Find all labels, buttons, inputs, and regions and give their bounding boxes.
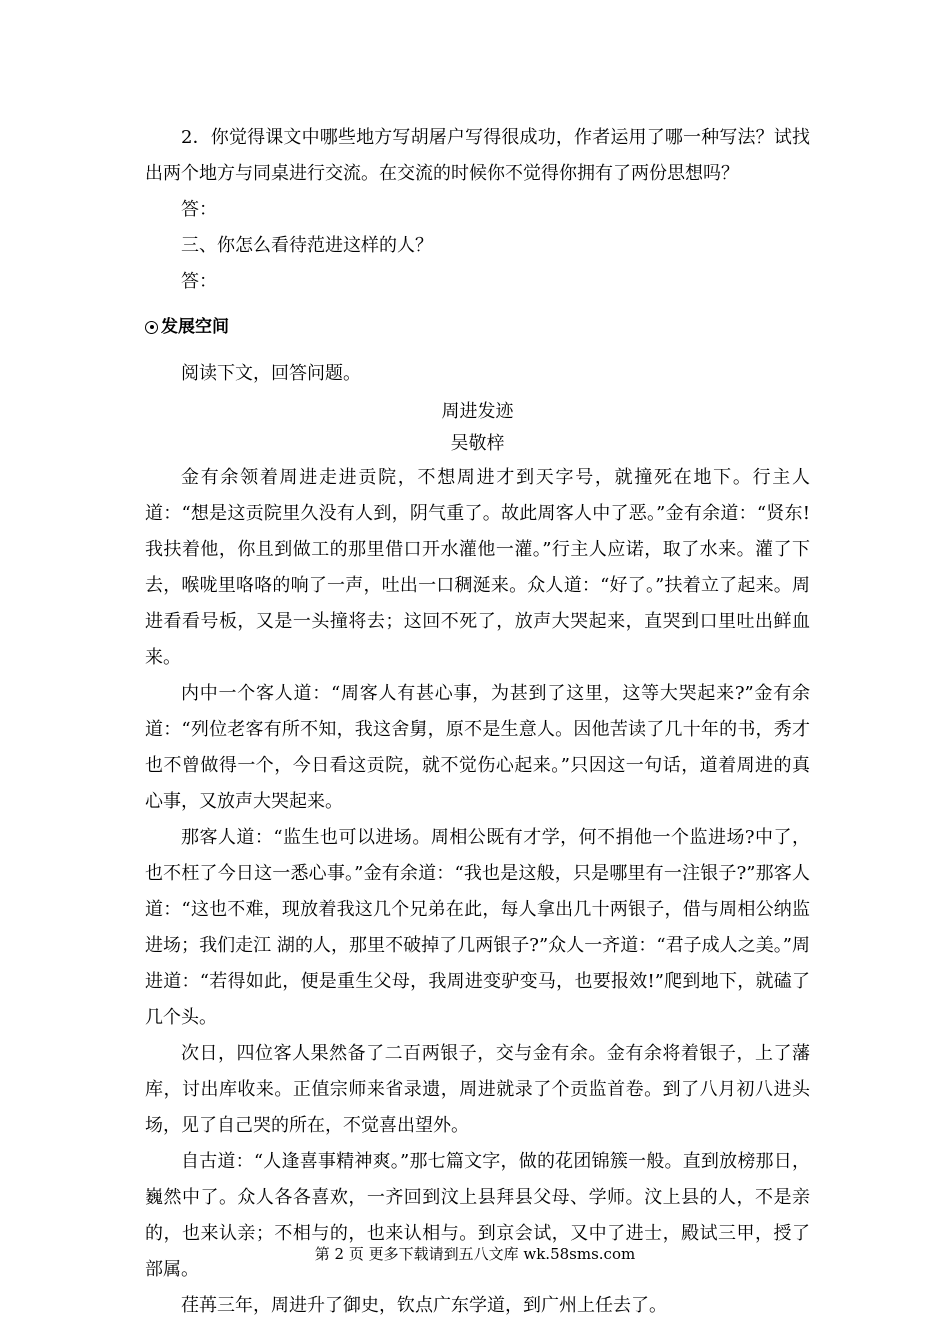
page-footer: 第 2 页 更多下载请到五八文库 wk.58sms.com [314,1245,636,1263]
reading-instruction: 阅读下文，回答问题。 [181,363,361,384]
document-page [145,120,810,1324]
story-paragraph: 次日，四位客人果然备了二百两银子，交与金有余。金有余将着银子，上了藩库，讨出库收来。正值宗师来省录遗，周进就录了个贡监首卷。到了八月初八进头场，见了自己哭的所在，不觉喜出望外。 [145,1043,810,1136]
question-3-answer: 答： [181,271,217,292]
story-paragraph: 自古道：“人逢喜事精神爽。”那七篇文字，做的花团锦簇一般。直到放榜那日，巍然中了。众人各各喜欢，一齐回到汶上县拜县父母、学师。汶上县的人，不是亲的，也来认亲；不相与的，也来认相与。到京会试，又中了进士，殿试三甲，授了部属。 [145,1151,810,1280]
story-title: 周进发迹 [441,401,514,422]
story-paragraph: 荏苒三年，周进升了御史，钦点广东学道，到广州上任去了。 [181,1295,667,1316]
circle-dot-icon [145,321,158,334]
story-paragraph: 内中一个客人道：“周客人有甚心事，为甚到了这里，这等大哭起来?”金有余道：“列位老客有所不知，我这舍舅，原不是生意人。因他苦读了几十年的书，秀才也不曾做得一个，今日看这贡院，就不觉伤心起来。”只因这一句话，道着周进的真心事，又放声大哭起来。 [145,683,810,812]
section-title: 发展空间 [161,317,229,337]
section-heading [145,312,810,342]
question-3-text: 三、你怎么看待范进这样的人？ [181,235,433,256]
question-2-text: 2．你觉得课文中哪些地方写胡屠户写得很成功，作者运用了哪一种写法？试找出两个地方与同桌进行交流。在交流的时候你不觉得你拥有了两份思想吗？ [145,127,810,184]
question-2-answer: 答： [181,199,217,220]
story-paragraph: 那客人道：“监生也可以进场。周相公既有才学，何不捐他一个监进场?中了，也不枉了今日这一悉心事。”金有余道：“我也是这般，只是哪里有一注银子?”那客人道：“这也不难，现放着我这几个兄弟在此，每人拿出几十两银子，借与周相公纳监进场；我们走江 湖的人，那里不破掉了几两银子?”众人一齐道：“君子成人之美。”周进道：“若得如此，便是重生父母，我周进变驴变马，也要报效!”爬到地下，就磕了几个头。 [145,827,810,1028]
story-author: 吴敬梓 [450,433,505,454]
story-paragraph: 金有余领着周进走进贡院，不想周进才到天字号，就撞死在地下。行主人道：“想是这贡院里久没有人到，阴气重了。故此周客人中了恶。”金有余道：“贤东!我扶着他，你且到做工的那里借口开水灌他一灌。”行主人应诺，取了水来。灌了下去，喉咙里咯咯的响了一声，吐出一口稠涎来。众人道：“好了。”扶着立了起来。周进看看号板，又是一头撞将去；这回不死了，放声大哭起来，直哭到口里吐出鲜血来。 [145,467,810,668]
